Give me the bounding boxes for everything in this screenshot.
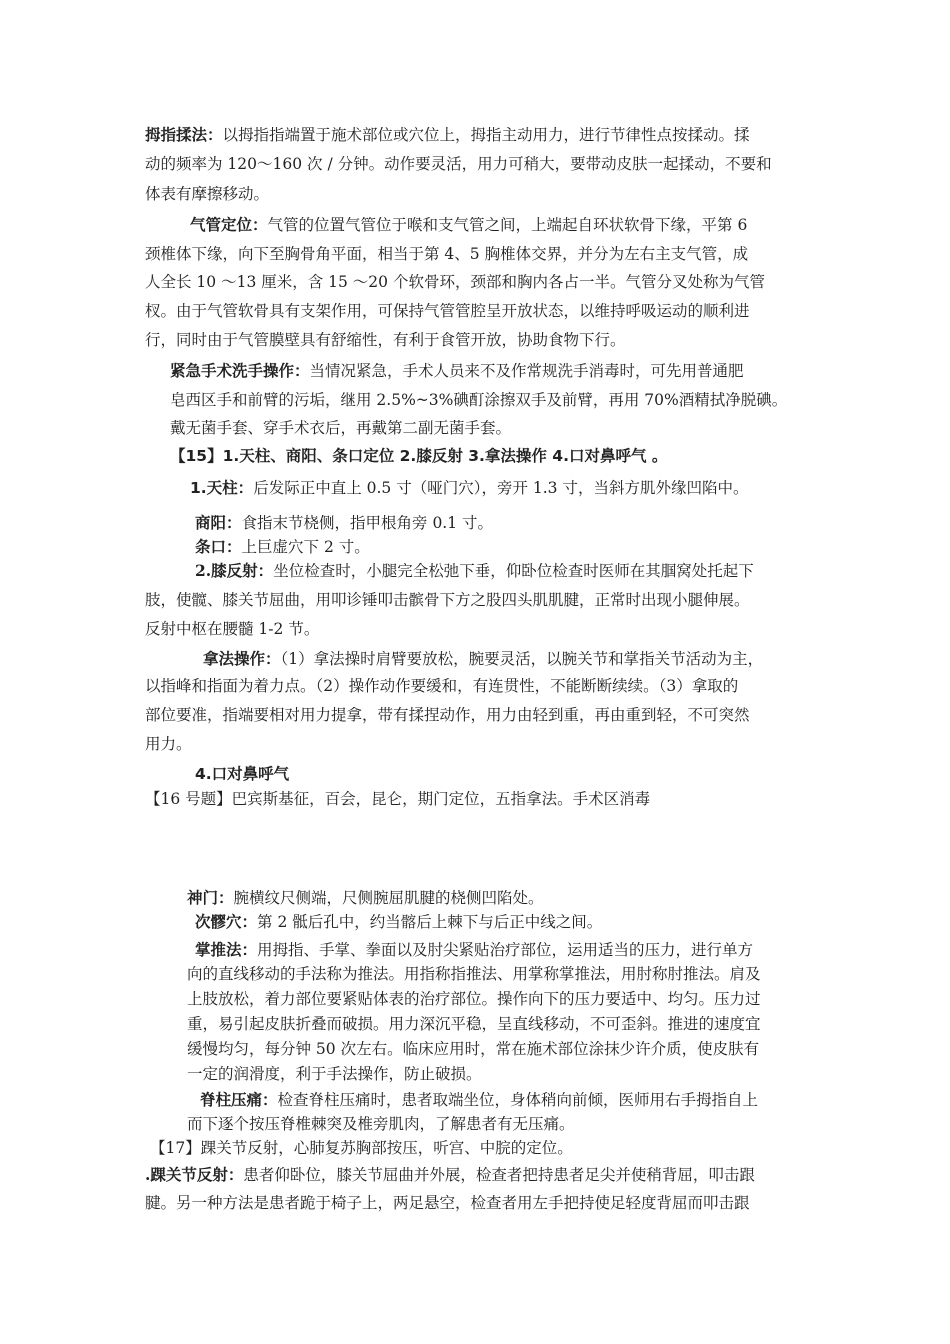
grasping-line-3: 部位要准，指端要相对用力提拿，带有揉捏动作，用力由轻到重，再由重到轻，不可突然	[145, 706, 750, 724]
thumb-kneading-line-3: 体表有摩擦移动。	[145, 185, 270, 203]
section-15-heading: 【15】1.天柱、商阳、条口定位 2.膝反射 3.拿法操作 4.口对鼻呼气 。	[170, 447, 668, 465]
palm-push-line-1: 掌推法：用拇指、手掌、拳面以及肘尖紧贴治疗部位，运用适当的压力，进行单方	[195, 940, 754, 959]
spine-tenderness-line-1: 脊柱压痛：检查脊柱压痛时，患者取端坐位，身体稍向前倾，医师用右手拇指自上	[200, 1090, 759, 1109]
trachea-line-5: 行，同时由于气管膜壁具有舒缩性，有利于食管开放，协助食物下行。	[145, 331, 626, 349]
ankle-reflex-line-1: .踝关节反射：患者仰卧位，膝关节屈曲并外展，检查者把持患者足尖并使稍背屈，叩击跟	[145, 1165, 755, 1184]
palm-push-line-5: 缓慢均匀，每分钟 50 次左右。临床应用时，常在施术部位涂抹少许介质，使皮肤有	[187, 1040, 760, 1058]
thumb-kneading-term: 拇指揉法：	[145, 125, 223, 144]
ankle-reflex-line-2: 腱。另一种方法是患者跪于椅子上，两足悬空，检查者用左手把持使足轻度背屈而叩击跟	[145, 1194, 750, 1212]
palm-push-term: 掌推法：	[195, 940, 258, 959]
spine-tenderness-line-2: 而下逐个按压脊椎棘突及椎旁肌肉，了解患者有无压痛。	[187, 1115, 575, 1133]
tiaokou-term: 条口：	[195, 537, 242, 556]
mouth-to-nose-heading: 4.口对鼻呼气	[195, 765, 290, 783]
section-16-heading: 【16 号题】巴宾斯基征，百会，昆仑，期门定位，五指拿法。手术区消毒	[145, 790, 651, 808]
knee-reflex-line-1: 2.膝反射：坐位检查时，小腿完全松弛下垂，仰卧位检查时医师在其腘窝处托起下	[195, 561, 754, 580]
emergency-wash-line-2: 皂西区手和前臂的污垢，继用 2.5%~3%碘酊涂擦双手及前臂，再用 70%酒精拭净脱碘。	[170, 391, 788, 409]
palm-push-line-2: 向的直线移动的手法称为推法。用指称指推法、用掌称掌推法，用肘称肘推法。肩及	[187, 965, 761, 983]
shangyang-term: 商阳：	[195, 513, 242, 532]
trachea-line-2: 颈椎体下缘，向下至胸骨角平面，相当于第 4、5 胸椎体交界，并分为左右主支气管，成	[145, 245, 749, 263]
trachea-line-3: 人全长 10 ～13 厘米，含 15 ～20 个软骨环，颈部和胸内各占一半。气管分叉处称为气管	[145, 273, 765, 291]
ciliao-term: 次髎穴：	[195, 912, 258, 931]
emergency-wash-line-1: 紧急手术洗手操作：当情况紧急，手术人员来不及作常规洗手消毒时，可先用普通肥	[170, 361, 744, 380]
trachea-line-4: 杈。由于气管软骨具有支架作用，可保持气管管腔呈开放状态，以维持呼吸运动的顺利进	[145, 302, 750, 320]
tianzhu-line: 1.天柱：后发际正中直上 0.5 寸（哑门穴），旁开 1.3 寸，当斜方肌外缘凹陷中。	[190, 479, 749, 497]
emergency-wash-term: 紧急手术洗手操作：	[170, 361, 310, 380]
tiaokou-line: 条口：上巨虚穴下 2 寸。	[195, 537, 370, 556]
grasping-line-4: 用力。	[145, 735, 192, 753]
grasping-line-1: 拿法操作：（1）拿法操时肩臂要放松，腕要灵活，以腕关节和掌指关节活动为主，	[203, 649, 764, 668]
section-17-heading: 【17】踝关节反射，心肺复苏胸部按压，听宫、中脘的定位。	[150, 1139, 573, 1157]
trachea-term: 气管定位：	[190, 215, 268, 234]
shenmen-term: 神门：	[187, 888, 234, 907]
palm-push-line-6: 一定的润滑度，利于手法操作，防止破损。	[187, 1065, 482, 1083]
knee-reflex-term: 2.膝反射：	[195, 561, 274, 580]
shenmen-line: 神门：腕横纹尺侧端，尺侧腕屈肌腱的桡侧凹陷处。	[187, 888, 544, 907]
knee-reflex-line-2: 肢，使髋、膝关节屈曲，用叩诊锤叩击髌骨下方之股四头肌肌腱，正常时出现小腿伸展。	[145, 591, 750, 609]
palm-push-line-3: 上肢放松，着力部位要紧贴体表的治疗部位。操作向下的压力要适中、均匀。压力过	[187, 990, 761, 1008]
ankle-reflex-term: .踝关节反射：	[145, 1165, 244, 1184]
ciliao-line: 次髎穴：第 2 骶后孔中，约当髂后上棘下与后正中线之间。	[195, 912, 603, 931]
grasping-term: 拿法操作：	[203, 649, 281, 668]
grasping-line-2: 以指峰和指面为着力点。（2）操作动作要缓和，有连贯性，不能断断续续。（3）拿取的	[145, 677, 739, 695]
trachea-line-1: 气管定位：气管的位置气管位于喉和支气管之间，上端起自环状软骨下缘，平第 6	[190, 215, 748, 234]
spine-tenderness-term: 脊柱压痛：	[200, 1090, 278, 1109]
thumb-kneading-line-1: 拇指揉法：以拇指指端置于施术部位或穴位上，拇指主动用力，进行节律性点按揉动。揉	[145, 125, 750, 144]
thumb-kneading-line-2: 动的频率为 120～160 次 / 分钟。动作要灵活，用力可稍大，要带动皮肤一起揉动，不要和	[145, 155, 772, 173]
tianzhu-term: 1.天柱：	[190, 479, 254, 497]
emergency-wash-line-3: 戴无菌手套、穿手术衣后，再戴第二副无菌手套。	[170, 419, 512, 437]
palm-push-line-4: 重，易引起皮肤折叠而破损。用力深沉平稳，呈直线移动，不可歪斜。推进的速度宜	[187, 1015, 761, 1033]
shangyang-line: 商阳：食指末节桡侧，指甲根角旁 0.1 寸。	[195, 513, 494, 532]
knee-reflex-line-3: 反射中枢在腰髓 1-2 节。	[145, 620, 320, 638]
